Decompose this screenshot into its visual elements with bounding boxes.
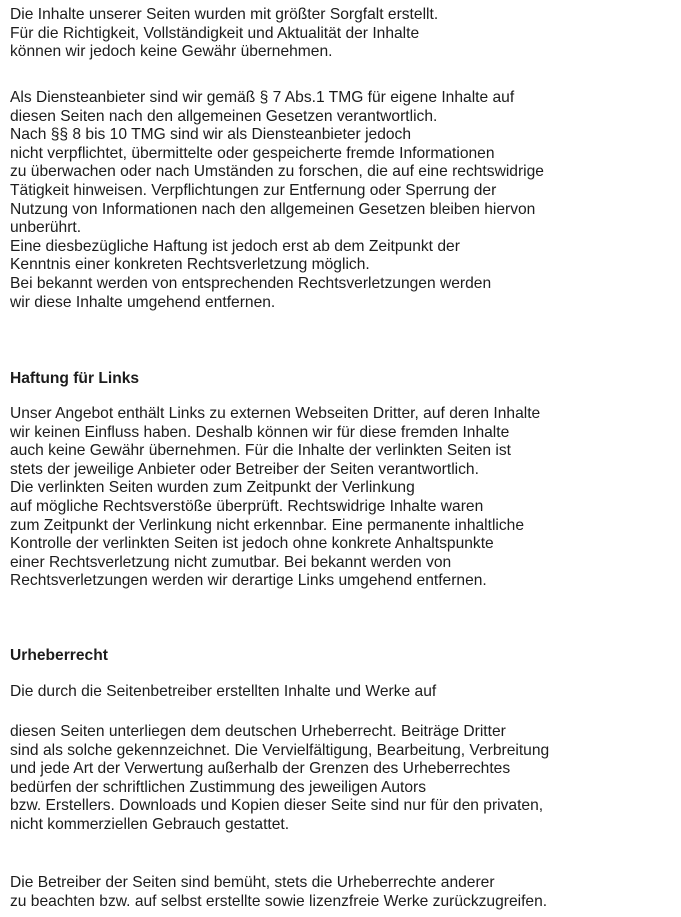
text-line: auch keine Gewähr übernehmen. Für die Inhalte der verlinkten Seiten ist [10,442,512,460]
text-line: Nach §§ 8 bis 10 TMG sind wir als Diensteanbieter jedoch [10,126,412,144]
text-line: Kontrolle der verlinkten Seiten ist jedoch ohne konkrete Anhaltspunkte [10,535,494,553]
text-line: zu beachten bzw. auf selbst erstellte sowie lizenzfreie Werke zurückzugreifen. [10,892,548,910]
text-line: auf mögliche Rechtsverstöße überprüft. Rechtswidrige Inhalte waren [10,497,484,515]
text-line: wir diese Inhalte umgehend entfernen. [10,293,276,311]
closing-paragraph [10,874,678,911]
text-line: Unser Angebot enthält Links zu externen Webseiten Dritter, auf deren Inhalte [10,405,541,422]
links-paragraph [10,405,678,591]
text-line: bedürfen der schriftlichen Zustimmung des jeweiligen Autors [10,778,427,796]
copyright-intro-line [10,683,678,702]
text-line: nicht kommerziellen Gebrauch gestattet. [10,815,290,833]
text-line: zum Zeitpunkt der Verlinkung nicht erkennbar. Eine permanente inhaltliche [10,516,525,534]
text-line: Bei bekannt werden von entsprechenden Rechtsverletzungen werden [10,274,492,292]
text-line: und jede Art der Verwertung außerhalb der Grenzen des Urheberrechtes [10,760,511,778]
text-line: wir keinen Einfluss haben. Deshalb können wir für diese fremden Inhalte [10,423,510,441]
text-line: Tätigkeit hinweisen. Verpflichtungen zur Entfernung oder Sperrung der [10,181,497,199]
text-line: Als Diensteanbieter sind wir gemäß § 7 Abs.1 TMG für eigene Inhalte auf [10,89,515,106]
text-line: Die verlinkten Seiten wurden zum Zeitpunkt der Verlinkung [10,479,415,497]
text-line: Die Inhalte unserer Seiten wurden mit größter Sorgfalt erstellt. [10,6,439,23]
copyright-heading: Urheberrecht [10,647,108,664]
text-line: einer Rechtsverletzung nicht zumutbar. Bei bekannt werden von [10,553,452,571]
text-line: diesen Seiten nach den allgemeinen Gesetzen verantwortlich. [10,107,438,125]
text-line: nicht verpflichtet, übermittelte oder gespeicherte fremde Informationen [10,144,495,162]
liability-paragraph [10,89,678,312]
text-line: unberührt. [10,219,82,237]
text-line: können wir jedoch keine Gewähr übernehmen. [10,43,333,61]
copyright-paragraph [10,723,678,835]
text-line: Die durch die Seitenbetreiber erstellten Inhalte und Werke auf [10,683,437,700]
text-line: Rechtsverletzungen werden wir derartige Links umgehend entfernen. [10,572,487,590]
intro-paragraph [10,6,678,62]
text-line: Für die Richtigkeit, Vollständigkeit und Aktualität der Inhalte [10,24,420,42]
text-line: Die Betreiber der Seiten sind bemüht, stets die Urheberrechte anderer [10,874,495,891]
text-line: Kenntnis einer konkreten Rechtsverletzung möglich. [10,256,370,274]
text-line: zu überwachen oder nach Umständen zu forschen, die auf eine rechtswidrige [10,163,544,181]
links-heading: Haftung für Links [10,370,140,387]
text-line: diesen Seiten unterliegen dem deutschen Urheberrecht. Beiträge Dritter [10,723,506,740]
text-line: Nutzung von Informationen nach den allgemeinen Gesetzen bleiben hiervon [10,200,536,218]
text-line: sind als solche gekennzeichnet. Die Vervielfältigung, Bearbeitung, Verbreitung [10,741,550,759]
text-line: Eine diesbezügliche Haftung ist jedoch erst ab dem Zeitpunkt der [10,237,460,255]
text-line: stets der jeweilige Anbieter oder Betreiber der Seiten verantwortlich. [10,460,479,478]
text-line: bzw. Erstellers. Downloads und Kopien dieser Seite sind nur für den privaten, [10,797,544,815]
